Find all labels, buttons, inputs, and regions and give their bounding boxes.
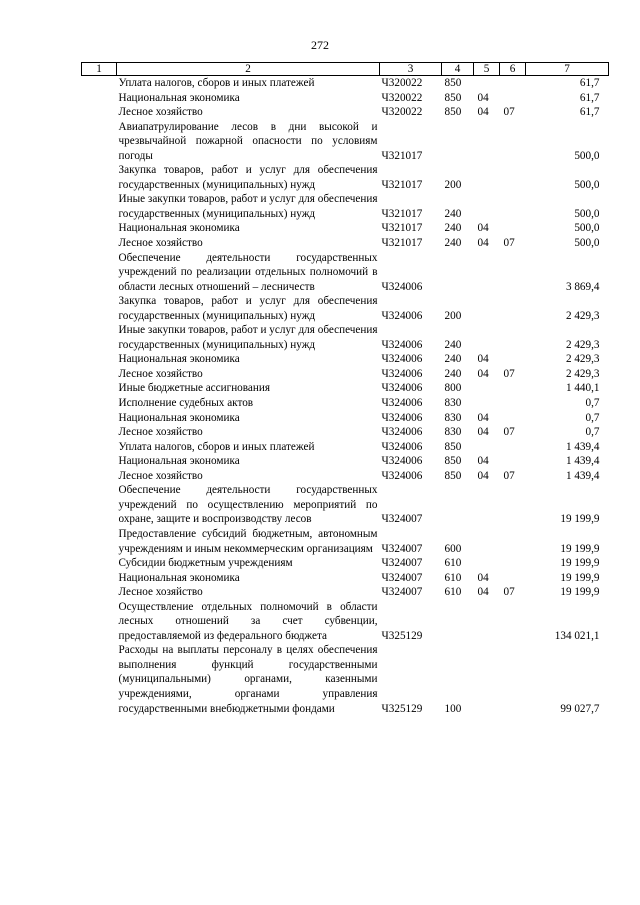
column-header-6: 6 <box>500 63 526 76</box>
section-cell <box>474 120 500 164</box>
amount-cell: 2 429,3 <box>565 309 600 322</box>
target-code-cell: Ч324006 <box>381 367 423 380</box>
expense-type-cell: 240 <box>444 207 462 220</box>
table-row <box>82 527 609 556</box>
row-name-cell: Национальная экономика <box>118 91 240 104</box>
table-row <box>82 163 609 192</box>
row-index-cell <box>82 76 117 91</box>
target-code-cell: Ч320022 <box>381 91 423 104</box>
subsection-cell <box>500 556 526 571</box>
target-code-cell: Ч320022 <box>381 77 423 89</box>
row-index-cell <box>82 91 117 106</box>
target-code-cell: Ч324006 <box>381 411 423 424</box>
table-row <box>82 251 609 295</box>
row-index-cell <box>82 483 117 527</box>
row-name-cell: Национальная экономика <box>118 571 240 584</box>
expense-type-cell: 200 <box>444 309 462 322</box>
row-name-cell: Предоставление субсидий бюджетным, автономным учреждениям и иным некоммерческим организациям <box>118 527 378 555</box>
budget-table <box>81 62 609 716</box>
expense-type-cell: 850 <box>444 91 462 104</box>
expense-type-cell <box>442 120 474 164</box>
expense-type-cell: 240 <box>444 237 462 250</box>
section-cell <box>474 76 500 91</box>
page-number: 272 <box>311 38 329 52</box>
subsection-cell <box>500 91 526 106</box>
expense-type-cell: 200 <box>444 178 462 191</box>
expense-type-cell <box>442 251 474 295</box>
column-header-2: 2 <box>117 63 380 76</box>
row-name-cell: Лесное хозяйство <box>118 586 203 599</box>
section-cell: 04 <box>477 455 489 468</box>
subsection-cell <box>500 527 526 556</box>
target-code-cell: Ч321017 <box>381 222 423 235</box>
section-cell: 04 <box>477 367 489 380</box>
row-index-cell <box>82 221 117 236</box>
amount-cell: 19 199,9 <box>560 542 600 555</box>
amount-cell: 1 439,4 <box>565 440 600 453</box>
expense-type-cell: 600 <box>444 542 462 555</box>
section-cell: 04 <box>477 426 489 439</box>
expense-type-cell: 610 <box>444 557 462 570</box>
expense-type-cell: 850 <box>444 106 462 119</box>
expense-type-cell: 850 <box>444 455 462 468</box>
table-row <box>82 323 609 352</box>
amount-cell: 2 429,3 <box>565 353 600 366</box>
row-index-cell <box>82 396 117 411</box>
expense-type-cell: 240 <box>444 353 462 366</box>
row-name-cell: Лесное хозяйство <box>118 237 203 250</box>
expense-type-cell: 240 <box>444 222 462 235</box>
row-name-cell: Лесное хозяйство <box>118 426 203 439</box>
row-index-cell <box>82 527 117 556</box>
table-row <box>82 556 609 571</box>
amount-cell: 3 869,4 <box>565 280 600 293</box>
subsection-cell <box>500 323 526 352</box>
column-header-1: 1 <box>82 63 117 76</box>
subsection-cell <box>500 163 526 192</box>
target-code-cell: Ч324006 <box>381 382 423 395</box>
table-row <box>82 236 609 251</box>
row-index-cell <box>82 294 117 323</box>
subsection-cell <box>500 120 526 164</box>
target-code-cell: Ч324006 <box>381 353 423 366</box>
target-code-cell: Ч321017 <box>381 237 423 250</box>
expense-type-cell: 850 <box>444 440 462 453</box>
table-row <box>82 221 609 236</box>
table-row <box>82 91 609 106</box>
row-index-cell <box>82 440 117 455</box>
row-index-cell <box>82 454 117 469</box>
section-cell: 04 <box>477 237 489 250</box>
table-row <box>82 396 609 411</box>
target-code-cell: Ч324006 <box>381 309 423 322</box>
target-code-cell: Ч324006 <box>381 455 423 468</box>
row-index-cell <box>82 585 117 600</box>
amount-cell: 500,0 <box>574 222 600 235</box>
expense-type-cell <box>442 600 474 644</box>
row-name-cell: Уплата налогов, сборов и иных платежей <box>118 440 315 453</box>
table-row <box>82 411 609 426</box>
subsection-cell: 07 <box>503 586 515 599</box>
row-index-cell <box>82 411 117 426</box>
target-code-cell: Ч324007 <box>381 542 423 555</box>
target-code-cell: Ч325129 <box>381 702 423 715</box>
target-code-cell: Ч321017 <box>381 178 423 191</box>
row-index-cell <box>82 105 117 120</box>
row-name-cell: Закупка товаров, работ и услуг для обеспечения государственных (муниципальных) нужд <box>118 164 378 191</box>
subsection-cell <box>500 483 526 527</box>
amount-cell: 19 199,9 <box>560 557 600 570</box>
column-header-5: 5 <box>474 63 500 76</box>
section-cell <box>474 192 500 221</box>
subsection-cell <box>500 600 526 644</box>
row-index-cell <box>82 600 117 644</box>
target-code-cell: Ч324007 <box>381 571 423 584</box>
row-index-cell <box>82 236 117 251</box>
row-name-cell: Иные закупки товаров, работ и услуг для обеспечения государственных (муниципальных) нужд <box>118 193 378 220</box>
amount-cell: 500,0 <box>574 178 600 191</box>
row-name-cell: Субсидии бюджетным учреждениям <box>118 557 293 570</box>
column-header-4: 4 <box>442 63 474 76</box>
subsection-cell <box>500 571 526 586</box>
section-cell <box>474 396 500 411</box>
section-cell <box>474 556 500 571</box>
amount-cell: 500,0 <box>574 207 600 220</box>
target-code-cell: Ч324007 <box>381 513 423 526</box>
section-cell: 04 <box>477 586 489 599</box>
row-index-cell <box>82 352 117 367</box>
table-row <box>82 469 609 484</box>
amount-cell: 19 199,9 <box>560 513 600 526</box>
section-cell: 04 <box>477 222 489 235</box>
section-cell <box>474 527 500 556</box>
amount-cell: 61,7 <box>579 77 600 89</box>
row-name-cell: Национальная экономика <box>118 222 240 235</box>
column-header-7: 7 <box>526 63 609 76</box>
expense-type-cell <box>442 483 474 527</box>
amount-cell: 0,7 <box>585 411 600 424</box>
expense-type-cell: 610 <box>444 586 462 599</box>
section-cell <box>474 294 500 323</box>
row-name-cell: Лесное хозяйство <box>118 106 203 119</box>
target-code-cell: Ч320022 <box>381 106 423 119</box>
expense-type-cell: 100 <box>444 702 462 715</box>
amount-cell: 1 439,4 <box>565 469 600 482</box>
target-code-cell: Ч324007 <box>381 557 423 570</box>
row-index-cell <box>82 192 117 221</box>
amount-cell: 500,0 <box>574 237 600 250</box>
section-cell <box>474 600 500 644</box>
row-name-cell: Иные бюджетные ассигнования <box>118 382 270 395</box>
row-index-cell <box>82 556 117 571</box>
subsection-cell <box>500 251 526 295</box>
target-code-cell: Ч325129 <box>381 629 423 642</box>
table-row <box>82 600 609 644</box>
target-code-cell: Ч324006 <box>381 338 423 351</box>
target-code-cell: Ч324006 <box>381 469 423 482</box>
row-index-cell <box>82 120 117 164</box>
row-index-cell <box>82 643 117 716</box>
target-code-cell: Ч324006 <box>381 440 423 453</box>
row-name-cell: Осуществление отдельных полномочий в области лесных отношений за счет субвенции, предоставляемой из федерального бюджета <box>118 600 378 642</box>
row-name-cell: Уплата налогов, сборов и иных платежей <box>118 77 315 89</box>
table-row <box>82 454 609 469</box>
amount-cell: 500,0 <box>574 149 600 162</box>
expense-type-cell: 610 <box>444 571 462 584</box>
section-cell <box>474 440 500 455</box>
subsection-cell <box>500 411 526 426</box>
subsection-cell: 07 <box>503 367 515 380</box>
expense-type-cell: 800 <box>444 382 462 395</box>
table-row <box>82 483 609 527</box>
target-code-cell: Ч324007 <box>381 586 423 599</box>
section-cell: 04 <box>477 469 489 482</box>
target-code-cell: Ч321017 <box>381 149 423 162</box>
amount-cell: 61,7 <box>579 106 600 119</box>
row-index-cell <box>82 571 117 586</box>
row-index-cell <box>82 425 117 440</box>
row-name-cell: Лесное хозяйство <box>118 469 203 482</box>
section-cell: 04 <box>477 571 489 584</box>
section-cell <box>474 381 500 396</box>
subsection-cell <box>500 643 526 716</box>
table-row <box>82 105 609 120</box>
amount-cell: 2 429,3 <box>565 338 600 351</box>
table-row <box>82 294 609 323</box>
section-cell: 04 <box>477 106 489 119</box>
amount-cell: 19 199,9 <box>560 586 600 599</box>
table-row <box>82 120 609 164</box>
row-name-cell: Закупка товаров, работ и услуг для обеспечения государственных (муниципальных) нужд <box>118 295 378 322</box>
subsection-cell <box>500 381 526 396</box>
section-cell <box>474 483 500 527</box>
section-cell: 04 <box>477 353 489 366</box>
subsection-cell <box>500 440 526 455</box>
section-cell <box>474 643 500 716</box>
expense-type-cell: 240 <box>444 367 462 380</box>
amount-cell: 0,7 <box>585 397 600 410</box>
table-row <box>82 571 609 586</box>
expense-type-cell: 850 <box>444 469 462 482</box>
row-index-cell <box>82 367 117 382</box>
target-code-cell: Ч321017 <box>381 207 423 220</box>
amount-cell: 99 027,7 <box>560 702 600 715</box>
subsection-cell <box>500 396 526 411</box>
table-row <box>82 440 609 455</box>
row-name-cell: Исполнение судебных актов <box>118 397 254 410</box>
expense-type-cell: 240 <box>444 338 462 351</box>
expense-type-cell: 830 <box>444 397 462 410</box>
section-cell: 04 <box>477 91 489 104</box>
amount-cell: 19 199,9 <box>560 571 600 584</box>
table-row <box>82 367 609 382</box>
amount-cell: 2 429,3 <box>565 367 600 380</box>
row-index-cell <box>82 469 117 484</box>
table-row <box>82 643 609 716</box>
subsection-cell <box>500 76 526 91</box>
row-name-cell: Расходы на выплаты персоналу в целях обеспечения выполнения функций государственными (муниципальными) органами, казенными учреждениями, органами управления государственными внебюджетными фондами <box>118 644 378 715</box>
row-index-cell <box>82 323 117 352</box>
row-index-cell <box>82 251 117 295</box>
row-name-cell: Обеспечение деятельности государственных учреждений по осуществлению мероприятий по охране, защите и воспроизводству лесов <box>118 484 378 526</box>
section-cell <box>474 163 500 192</box>
column-number-row <box>82 63 609 76</box>
row-name-cell: Национальная экономика <box>118 411 240 424</box>
target-code-cell: Ч324006 <box>381 280 423 293</box>
section-cell <box>474 323 500 352</box>
target-code-cell: Ч324006 <box>381 426 423 439</box>
amount-cell: 61,7 <box>579 91 600 104</box>
table-row <box>82 76 609 91</box>
subsection-cell <box>500 294 526 323</box>
amount-cell: 134 021,1 <box>554 629 600 642</box>
subsection-cell <box>500 221 526 236</box>
table-row <box>82 192 609 221</box>
row-name-cell: Обеспечение деятельности государственных учреждений по реализации отдельных полномочий в области лесных отношений – лесничеств <box>118 251 378 293</box>
row-name-cell: Лесное хозяйство <box>118 367 203 380</box>
subsection-cell <box>500 192 526 221</box>
expense-type-cell: 830 <box>444 411 462 424</box>
amount-cell: 0,7 <box>585 426 600 439</box>
table-row <box>82 425 609 440</box>
row-name-cell: Авиапатрулирование лесов в дни высокой и чрезвычайной пожарной опасности по условиям погоды <box>118 120 378 162</box>
table-row <box>82 352 609 367</box>
subsection-cell: 07 <box>503 106 515 119</box>
amount-cell: 1 440,1 <box>565 382 600 395</box>
amount-cell: 1 439,4 <box>565 455 600 468</box>
row-name-cell: Иные закупки товаров, работ и услуг для обеспечения государственных (муниципальных) нужд <box>118 324 378 351</box>
row-name-cell: Национальная экономика <box>118 353 240 366</box>
row-index-cell <box>82 163 117 192</box>
table-body <box>82 76 609 717</box>
section-cell: 04 <box>477 411 489 424</box>
table-row <box>82 381 609 396</box>
table-row <box>82 585 609 600</box>
row-name-cell: Национальная экономика <box>118 455 240 468</box>
row-index-cell <box>82 381 117 396</box>
table-header <box>82 63 609 76</box>
subsection-cell <box>500 352 526 367</box>
expense-type-cell: 850 <box>444 77 462 89</box>
target-code-cell: Ч324006 <box>381 397 423 410</box>
subsection-cell <box>500 454 526 469</box>
section-cell <box>474 251 500 295</box>
expense-type-cell: 830 <box>444 426 462 439</box>
subsection-cell: 07 <box>503 426 515 439</box>
subsection-cell: 07 <box>503 237 515 250</box>
column-header-3: 3 <box>380 63 442 76</box>
subsection-cell: 07 <box>503 469 515 482</box>
